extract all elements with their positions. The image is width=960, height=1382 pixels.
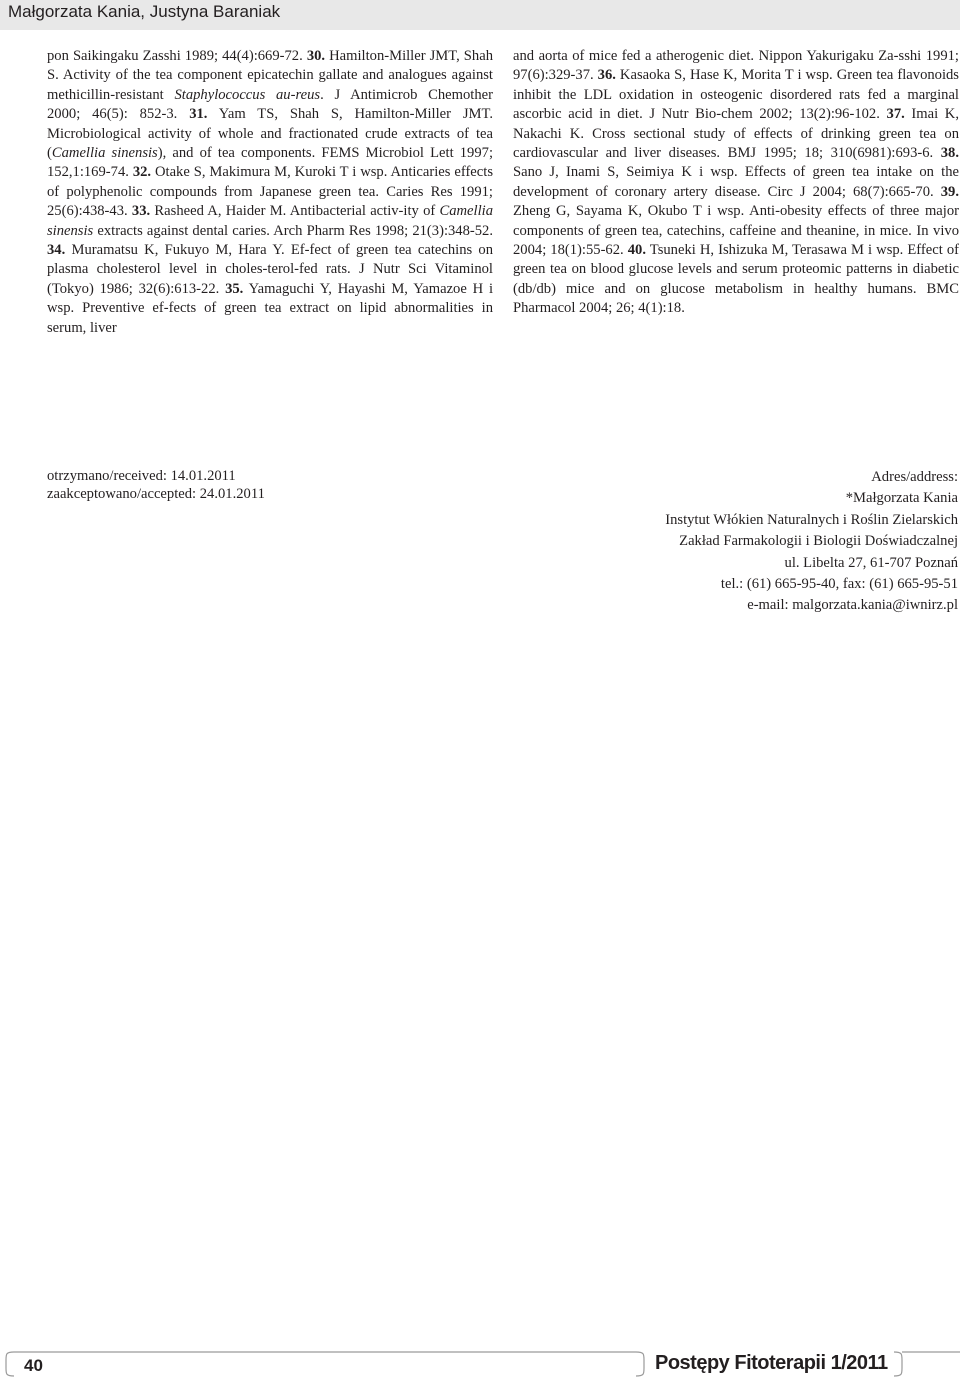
reference-number: 37. xyxy=(886,106,905,123)
address-email: e-mail: malgorzata.kania@iwnirz.pl xyxy=(747,597,958,614)
header-authors: Małgorzata Kania, Justyna Baraniak xyxy=(8,2,281,21)
references-left-text xyxy=(47,47,493,338)
reference-text: . J Antimicrob Chemother 2000; 46(5): 852-3. xyxy=(47,86,493,123)
submission-dates xyxy=(47,467,265,504)
reference-number: 34. xyxy=(47,242,66,259)
reference-number: 30. xyxy=(306,48,326,64)
reference-text: Sano J, Inami S, Seimiya K i wsp. Effects of green tea intake on the development of coronary artery disease. Circ J 2004; 68(7):665-70. xyxy=(513,164,959,200)
references-column-left xyxy=(47,47,493,338)
page-number: 40 xyxy=(24,1356,43,1375)
reference-text: Rasheed A, Haider M. Antibacterial activ-ity of xyxy=(150,203,440,220)
reference-text: Imai K, Nakachi K. Cross sectional study of effects of drinking green tea on cardiovascular and liver diseases. BMJ 1995; 18; 310(6981):693-6. xyxy=(513,106,959,162)
reference-number: 36. xyxy=(597,67,616,84)
reference-text: Yam TS, Shah S, Hamilton-Miller JMT. Microbiological activity of whole and fractionated crude extracts of tea ( xyxy=(47,106,493,162)
reference-text: Yamaguchi Y, Hayashi M, Yamazoe H i wsp. Preventive ef-fects of green tea extract on lipid abnormalities in serum, liver xyxy=(47,280,494,336)
reference-text: Kasaoka S, Hase K, Morita T i wsp. Green tea flavonoids inhibit the LDL oxidation in osteogenic disordered rats fed a marginal ascorbic acid in diet. J Nutr Bio-chem 2002; 13(2):96-102. xyxy=(513,67,959,123)
species-name: Camellia sinensis xyxy=(47,203,493,239)
reference-number: 38. xyxy=(940,145,959,162)
reference-text: extracts against dental caries. Arch Pharm Res 1998; 21(3):348-52. xyxy=(93,222,493,239)
reference-text: and aorta of mice fed a atherogenic diet. Nippon Yakurigaku Za-sshi 1991; 97(6):329-37. xyxy=(513,48,959,84)
footer-bracket-right xyxy=(894,1352,902,1376)
references-right-text xyxy=(513,47,959,319)
running-header xyxy=(0,0,960,30)
reference-text: Otake S, Makimura M, Kuroki T i wsp. Anticaries effects of polyphenolic compounds from Japanese green tea. Caries Res 1991; 25(6):438-43. xyxy=(47,164,493,220)
footer-bracket-left xyxy=(6,1352,14,1376)
reference-text: Hamilton-Miller JMT, Shah S. Activity of the tea component epicatechin gallate and analogues against methicillin-resistant xyxy=(47,48,493,103)
reference-number: 31. xyxy=(189,106,208,123)
address-label: Adres/address: xyxy=(871,469,958,485)
correspondence-address xyxy=(518,467,958,617)
reference-text: pon Saikingaku Zasshi 1989; 44(4):669-72. xyxy=(47,48,307,64)
reference-number: 32. xyxy=(132,164,152,181)
journal-title: Postępy Fitoterapii 1/2011 xyxy=(655,1352,888,1374)
footer-bracket-mid xyxy=(636,1352,644,1376)
address-institute: Instytut Włókien Naturalnych i Roślin Zielarskich xyxy=(665,511,958,528)
reference-text: ), and of tea components. FEMS Microbiol Lett 1997; 152,1:169-74. xyxy=(47,145,494,181)
address-department: Zakład Farmakologii i Biologii Doświadczalnej xyxy=(679,533,958,550)
reference-text: Muramatsu K, Fukuyo M, Hara Y. Ef-fect of green tea catechins on plasma cholesterol level in choles-terol-fed rats. J Nutr Sci Vitaminol (Tokyo) 1986; 32(6):613-22. xyxy=(47,242,493,297)
address-phone: tel.: (61) 665-95-40, fax: (61) 665-95-51 xyxy=(720,576,958,593)
species-name: Camellia sinensis xyxy=(51,145,158,162)
reference-text: Zheng G, Sayama K, Okubo T i wsp. Anti-obesity effects of three major components of green tea, catechins, caffeine and theanine, in mice. In vivo 2004; 18(1):55-62. xyxy=(513,203,959,259)
references-column-right xyxy=(513,47,959,319)
reference-number: 39. xyxy=(940,183,959,200)
address-street: ul. Libelta 27, 61-707 Poznań xyxy=(784,554,958,571)
received-date: otrzymano/received: 14.01.2011 xyxy=(47,468,236,484)
address-name: *Małgorzata Kania xyxy=(845,490,958,507)
species-name: Staphylococcus au-reus xyxy=(174,86,321,103)
reference-text: Tsuneki H, Ishizuka M, Terasawa M i wsp. Effect of green tea on blood glucose levels and serum proteomic patterns in diabetic (db/db) mice and on glucose metabolism in healthy humans. BMC Pharmacol 2004; 26; 4(1):18. xyxy=(513,242,959,317)
accepted-date: zaakceptowano/accepted: 24.01.2011 xyxy=(47,486,265,503)
reference-number: 35. xyxy=(225,280,244,297)
reference-number: 33. xyxy=(131,203,151,220)
reference-number: 40. xyxy=(627,242,646,259)
